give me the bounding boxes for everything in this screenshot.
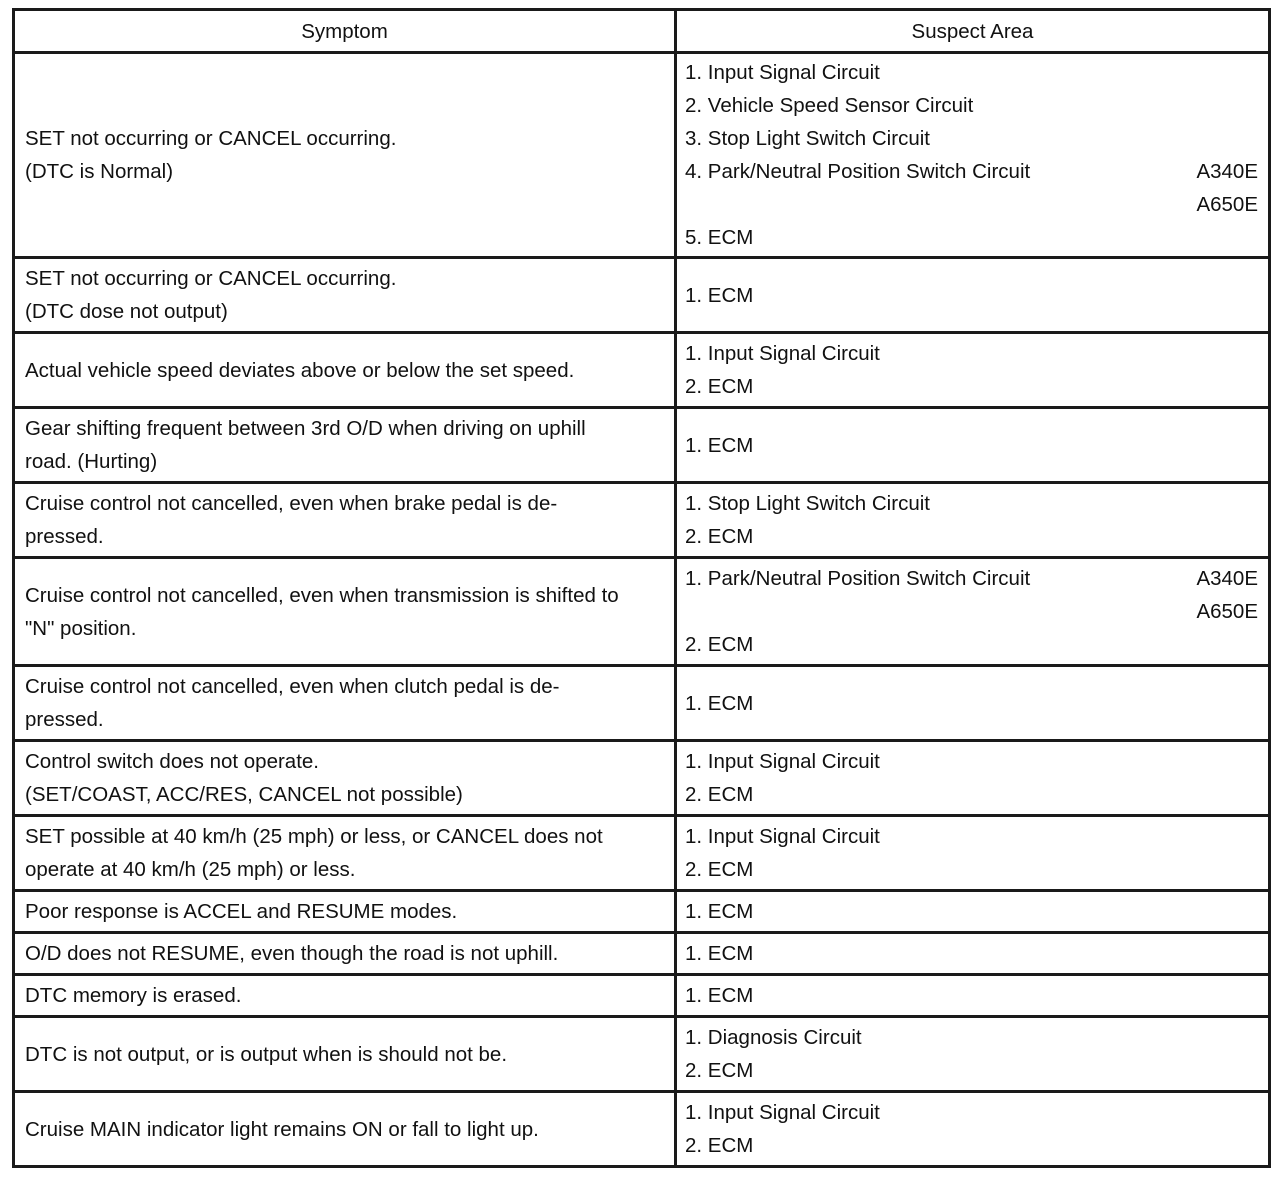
symptom-cell (14, 333, 676, 408)
symptom-cell (14, 258, 676, 333)
table-row (14, 741, 1270, 816)
symptom-cell (14, 816, 676, 891)
symptom-cell (14, 741, 676, 816)
suspect-item: 1. ECM (685, 283, 754, 307)
table-row (14, 558, 1270, 666)
table-row (14, 53, 1270, 258)
symptom-text: Cruise control not cancelled, even when transmission is shifted to (25, 583, 619, 607)
table-row (14, 891, 1270, 933)
table-row (14, 483, 1270, 558)
symptom-text: O/D does not RESUME, even though the road is not uphill. (25, 942, 559, 965)
table-row (14, 933, 1270, 975)
suspect-area-cell (676, 483, 1270, 558)
transmission-model-note: A340E (1196, 160, 1258, 183)
suspect-item: 1. ECM (685, 984, 754, 1007)
symptom-text: pressed. (25, 525, 104, 548)
suspect-area-cell (676, 816, 1270, 891)
suspect-item (685, 155, 1260, 188)
symptom-text: SET not occurring or CANCEL occurring. (25, 127, 397, 150)
suspect-item: 1. ECM (685, 691, 754, 715)
symptom-text: Control switch does not operate. (25, 750, 319, 773)
suspect-area-cell (676, 741, 1270, 816)
suspect-item: 2. ECM (685, 1134, 754, 1157)
symptom-text: Gear shifting frequent between 3rd O/D when driving on uphill (25, 417, 586, 440)
symptom-text: (DTC dose not output) (25, 300, 228, 323)
symptom-cell (14, 558, 676, 666)
suspect-area-cell (676, 1092, 1270, 1167)
table-row (14, 816, 1270, 891)
suspect-item: 2. ECM (685, 783, 754, 806)
table-row (14, 1092, 1270, 1167)
suspect-item: 2. ECM (685, 1059, 754, 1082)
suspect-area-cell (676, 666, 1270, 741)
suspect-area-cell (676, 933, 1270, 975)
table-row (14, 258, 1270, 333)
suspect-area-cell (676, 1017, 1270, 1092)
symptom-cell (14, 408, 676, 483)
suspect-item: 2. ECM (685, 375, 754, 398)
suspect-item: 1. ECM (685, 900, 754, 923)
table-row (14, 408, 1270, 483)
suspect-item: 1. Input Signal Circuit (685, 825, 880, 848)
transmission-model-note: A650E (1196, 600, 1258, 623)
suspect-item: 1. ECM (685, 942, 754, 965)
suspect-item: 2. ECM (685, 858, 754, 881)
suspect-item: 1. Input Signal Circuit (685, 61, 880, 84)
suspect-area-cell (676, 558, 1270, 666)
suspect-area-cell (676, 53, 1270, 258)
symptom-column-header: Symptom (14, 10, 676, 53)
symptom-cell (14, 1017, 676, 1092)
suspect-item-text: 1. Park/Neutral Position Switch Circuit (685, 567, 1031, 590)
suspect-item: 1. Stop Light Switch Circuit (685, 492, 930, 515)
transmission-model-note: A340E (1196, 567, 1258, 590)
suspect-area-cell (676, 333, 1270, 408)
suspect-area-cell (676, 891, 1270, 933)
symptom-text: SET possible at 40 km/h (25 mph) or less, or CANCEL does not (25, 825, 603, 848)
table-row (14, 1017, 1270, 1092)
symptom-text: SET not occurring or CANCEL occurring. (25, 267, 397, 290)
symptom-text: road. (Hurting) (25, 450, 158, 473)
symptom-text: Poor response is ACCEL and RESUME modes. (25, 900, 458, 923)
suspect-item: 2. Vehicle Speed Sensor Circuit (685, 94, 974, 117)
suspect-item-text: 4. Park/Neutral Position Switch Circuit (685, 160, 1031, 183)
symptom-cell (14, 1092, 676, 1167)
suspect-area-column-header: Suspect Area (676, 10, 1270, 53)
suspect-area-cell (676, 975, 1270, 1017)
symptom-cell (14, 666, 676, 741)
symptom-cell (14, 483, 676, 558)
header-row (14, 10, 1270, 53)
table-row (14, 666, 1270, 741)
symptom-text: DTC is not output, or is output when is should not be. (25, 1042, 508, 1066)
symptom-text: operate at 40 km/h (25 mph) or less. (25, 858, 356, 881)
suspect-area-cell (676, 258, 1270, 333)
suspect-item: 1. Diagnosis Circuit (685, 1026, 862, 1049)
troubleshooting-table (12, 8, 1271, 1168)
suspect-item: 2. ECM (685, 525, 754, 548)
symptom-text: (SET/COAST, ACC/RES, CANCEL not possible) (25, 783, 463, 806)
transmission-model-note: A650E (1196, 193, 1258, 216)
suspect-item: 2. ECM (685, 633, 754, 656)
symptom-text: "N" position. (25, 616, 137, 640)
table-row (14, 333, 1270, 408)
symptom-text: Actual vehicle speed deviates above or below the set speed. (25, 358, 575, 382)
table-body (14, 53, 1270, 1167)
suspect-item: 1. Input Signal Circuit (685, 1101, 880, 1124)
symptom-text: Cruise MAIN indicator light remains ON or fall to light up. (25, 1117, 539, 1141)
suspect-item: 5. ECM (685, 226, 754, 249)
suspect-item: 1. Input Signal Circuit (685, 750, 880, 773)
symptom-text: Cruise control not cancelled, even when brake pedal is de- (25, 492, 558, 515)
symptom-cell (14, 933, 676, 975)
symptom-text: (DTC is Normal) (25, 160, 174, 183)
suspect-item (685, 562, 1260, 595)
table-row (14, 975, 1270, 1017)
suspect-item: 1. Input Signal Circuit (685, 342, 880, 365)
symptom-cell (14, 891, 676, 933)
symptom-text: Cruise control not cancelled, even when clutch pedal is de- (25, 675, 560, 698)
suspect-area-cell (676, 408, 1270, 483)
symptom-cell (14, 53, 676, 258)
suspect-item: 3. Stop Light Switch Circuit (685, 127, 930, 150)
symptom-text: DTC memory is erased. (25, 984, 242, 1007)
symptom-cell (14, 975, 676, 1017)
suspect-item: 1. ECM (685, 433, 754, 457)
symptom-text: pressed. (25, 708, 104, 731)
